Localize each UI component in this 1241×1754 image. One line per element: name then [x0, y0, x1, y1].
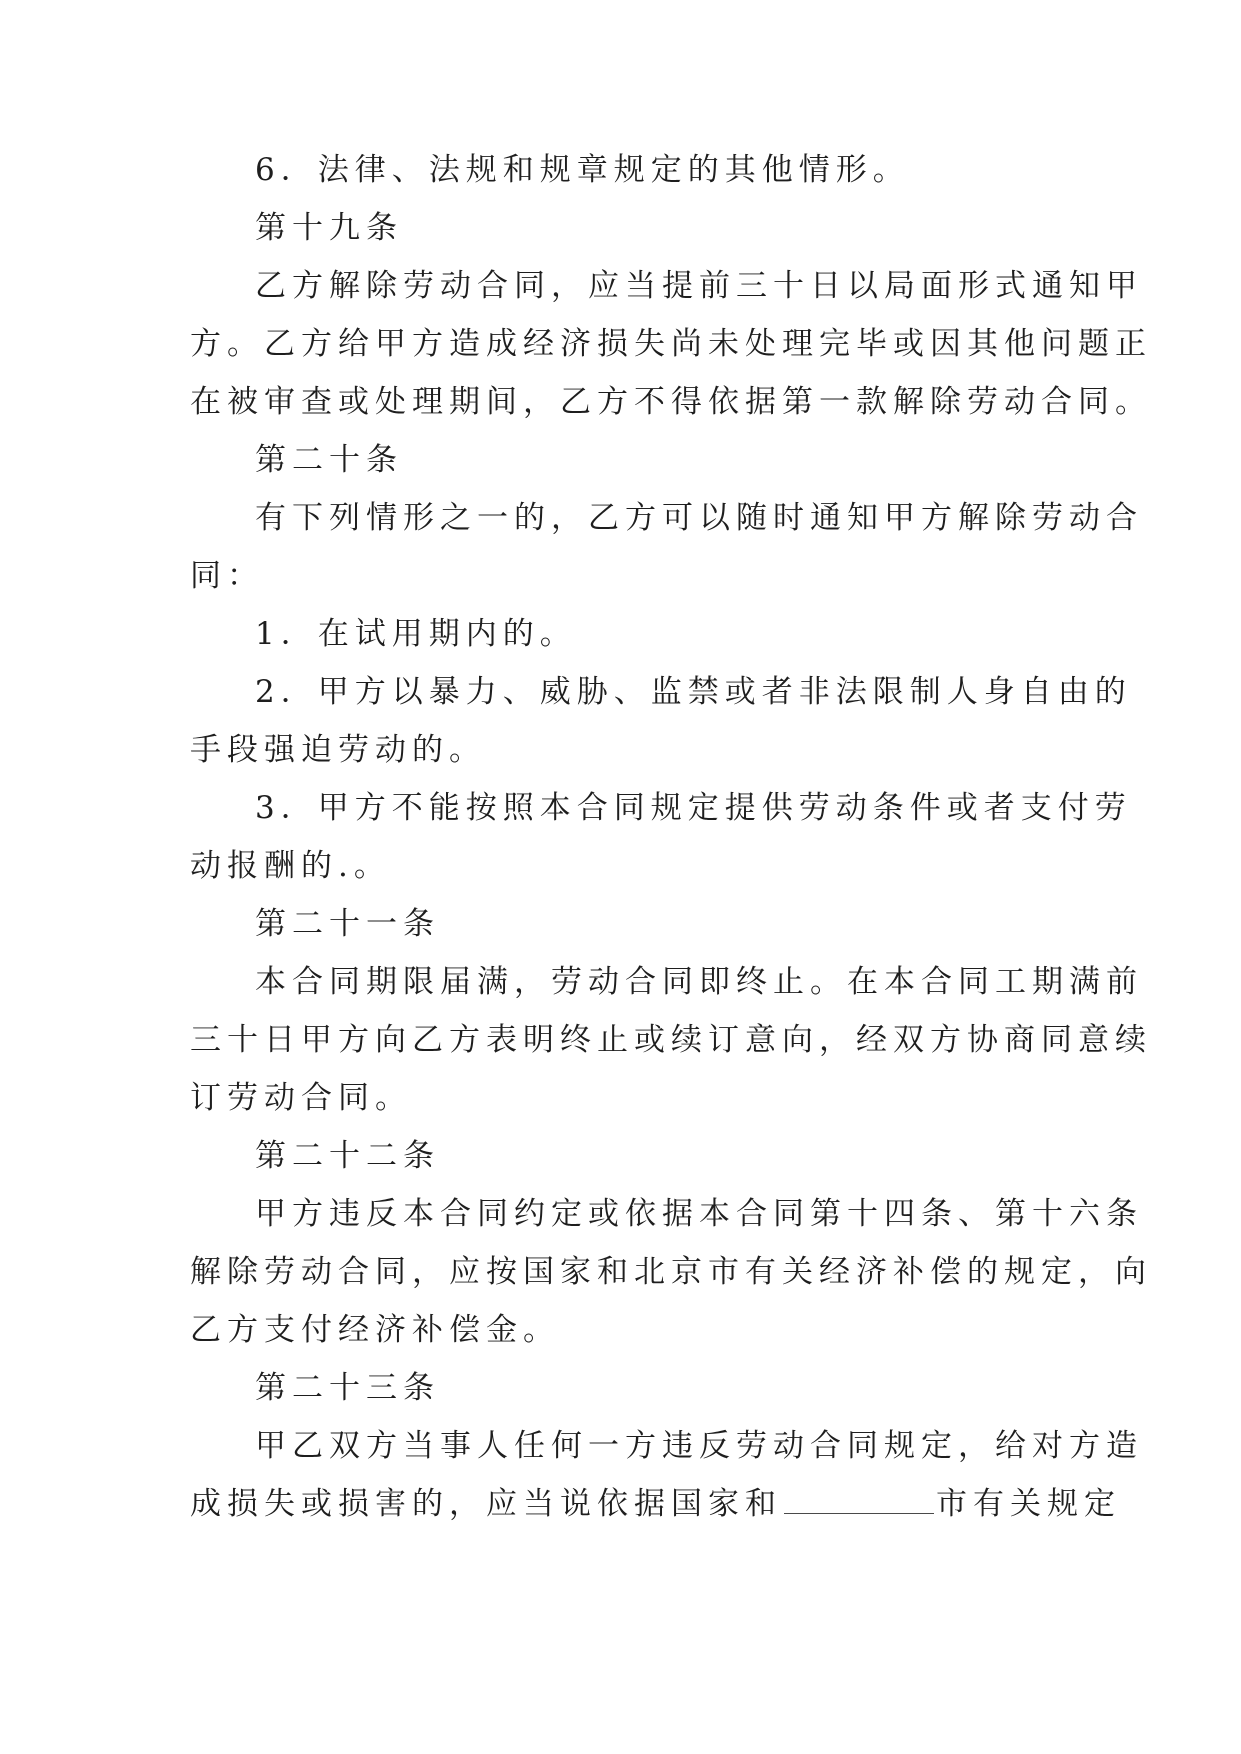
article-22-line-1: 甲方违反本合同约定或依据本合同第十四条、第十六条 [255, 1196, 1143, 1232]
article-20-item-1: 1．在试用期内的。 [255, 616, 577, 652]
article-21-line-3: 订劳动合同。 [190, 1080, 412, 1116]
article-22-line-3: 乙方支付经济补偿金。 [190, 1312, 560, 1348]
article-20-heading: 第二十条 [255, 442, 403, 478]
article-19-line-3: 在被审查或处理期间，乙方不得依据第一款解除劳动合同。 [190, 384, 1152, 420]
article-20-line-2: 同： [190, 558, 264, 594]
article-21-line-2: 三十日甲方向乙方表明终止或续订意向，经双方协商同意续 [190, 1022, 1152, 1058]
article-20-item-2-line-1: 2．甲方以暴力、威胁、监禁或者非法限制人身自由的 [255, 674, 1132, 710]
city-blank-field [784, 1485, 934, 1514]
article-23-line-2-before-blank: 成损失或损害的，应当说依据国家和 [190, 1486, 782, 1522]
article-21-heading: 第二十一条 [255, 906, 440, 942]
article-20-item-3-line-2: 动报酬的.。 [190, 848, 391, 884]
article-19-line-1: 乙方解除劳动合同，应当提前三十日以局面形式通知甲 [255, 268, 1143, 304]
article-19-heading: 第十九条 [255, 210, 403, 246]
article-20-item-2-line-2: 手段强迫劳动的。 [190, 732, 486, 768]
clause-item-6: 6．法律、法规和规章规定的其他情形。 [255, 152, 910, 188]
article-23-heading: 第二十三条 [255, 1370, 440, 1406]
article-19-line-2: 方。乙方给甲方造成经济损失尚未处理完毕或因其他问题正 [190, 326, 1152, 362]
article-20-item-3-line-1: 3．甲方不能按照本合同规定提供劳动条件或者支付劳 [255, 790, 1132, 826]
article-21-line-1: 本合同期限届满，劳动合同即终止。在本合同工期满前 [255, 964, 1143, 1000]
article-20-line-1: 有下列情形之一的，乙方可以随时通知甲方解除劳动合 [255, 500, 1143, 536]
article-23-line-2-after-blank: 市有关规定 [936, 1486, 1121, 1522]
article-23-line-1: 甲乙双方当事人任何一方违反劳动合同规定，给对方造 [255, 1428, 1143, 1464]
article-22-line-2: 解除劳动合同，应按国家和北京市有关经济补偿的规定，向 [190, 1254, 1152, 1290]
article-22-heading: 第二十二条 [255, 1138, 440, 1174]
article-23-line-2 [190, 1484, 1121, 1524]
